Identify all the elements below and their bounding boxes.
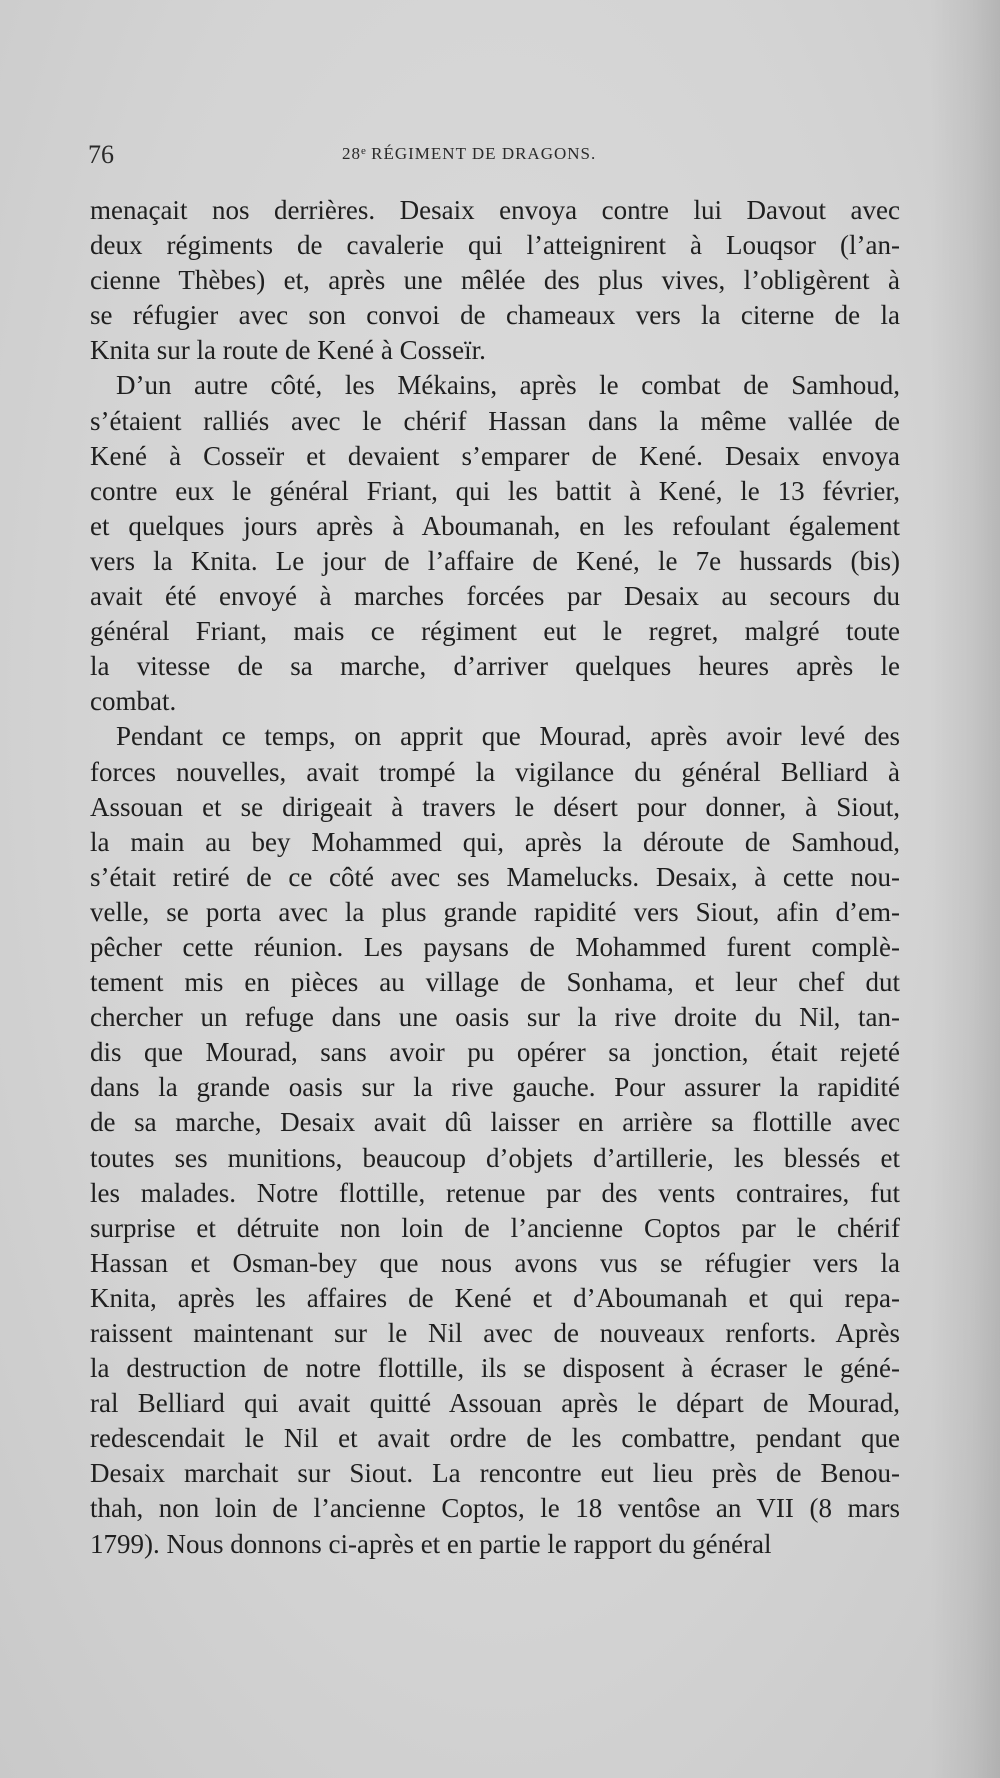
text-line: velle, se porta avec la plus grande rapidité vers Siout, afin d’em- [90,896,900,927]
text-line: 1799). Nous donnons ci-après et en partie le rapport du général [90,1528,772,1559]
text-line: avait été envoyé à marches forcées par Desaix au secours du [90,581,900,612]
text-line: forces nouvelles, avait trompé la vigilance du général Belliard à [90,756,900,787]
text-line: vers la Knita. Le jour de l’affaire de Kené, le 7e hussards (bis) [90,545,900,576]
text-line: contre eux le général Friant, qui les battit à Kené, le 13 février, [90,475,900,506]
text-line: Knita sur la route de Kené à Cosseïr. [90,335,486,366]
page-gutter-shadow [930,0,1000,1778]
text-line: s’était retiré de ce côté avec ses Mamelucks. Desaix, à cette nou- [90,861,900,892]
running-head-title: RÉGIMENT DE DRAGONS. [365,144,597,163]
text-line: menaçait nos derrières. Desaix envoya contre lui Davout avec [90,195,900,225]
text-line: toutes ses munitions, beaucoup d’objets d’artillerie, les blessés et [90,1142,900,1173]
text-line: la vitesse de sa marche, d’arriver quelques heures après le [90,651,900,682]
text-line: de sa marche, Desaix avait dû laisser en arrière sa flottille avec [90,1107,900,1138]
text-line: surprise et détruite non loin de l’ancienne Coptos par le chérif [90,1212,900,1243]
text-line: raissent maintenant sur le Nil avec de nouveaux renforts. Après [90,1318,900,1348]
text-line: Desaix marchait sur Siout. La rencontre eut lieu près de Benou- [90,1458,900,1489]
text-line: la destruction de notre flottille, ils se disposent à écraser le géné- [90,1353,900,1384]
text-line: Hassan et Osman-bey que nous avons vus se réfugier vers la [90,1247,900,1278]
text-line: et quelques jours après à Aboumanah, en les refoulant également [90,510,900,541]
paragraph [90,193,900,368]
text-line: dis que Mourad, sans avoir pu opérer sa jonction, était rejeté [90,1037,900,1068]
text-line: s’étaient ralliés avec le chérif Hassan dans la même vallée de [90,405,900,436]
text-line: les malades. Notre flottille, retenue par des vents contraires, fut [90,1177,900,1208]
text-line: chercher un refuge dans une oasis sur la rive droite du Nil, tan- [90,1002,900,1033]
text-line: la main au bey Mohammed qui, après la déroute de Samhoud, [90,826,900,857]
page-number: 76 [88,140,114,169]
running-head-number: 28 [342,144,361,163]
text-line: général Friant, mais ce régiment eut le regret, malgré toute [90,616,900,647]
text-line: Kené à Cosseïr et devaient s’emparer de Kené. Desaix envoya [90,440,900,471]
text-line: deux régiments de cavalerie qui l’atteignirent à Louqsor (l’an- [90,230,900,261]
text-line: ral Belliard qui avait quitté Assouan après le départ de Mourad, [90,1388,900,1419]
text-line: Assouan et se dirigeait à travers le désert pour donner, à Siout, [90,791,900,822]
text-line: pêcher cette réunion. Les paysans de Mohammed furent complè- [90,931,900,962]
text-line: D’un autre côté, les Mékains, après le combat de Samhoud, [116,370,900,401]
text-line: dans la grande oasis sur la rive gauche. Pour assurer la rapidité [90,1072,900,1103]
paragraph [90,368,900,719]
text-line: cienne Thèbes) et, après une mêlée des plus vives, l’obligèrent à [90,265,900,296]
text-line: redescendait le Nil et avait ordre de les combattre, pendant que [90,1423,900,1454]
text-line: Pendant ce temps, on apprit que Mourad, après avoir levé des [116,721,900,752]
body-text [90,193,900,1562]
text-line: Knita, après les affaires de Kené et d’Aboumanah et qui repa- [90,1282,900,1313]
text-line: thah, non loin de l’ancienne Coptos, le 18 ventôse an VII (8 mars [90,1493,900,1524]
page-header [88,140,888,170]
text-line: se réfugier avec son convoi de chameaux vers la citerne de la [90,300,900,331]
paragraph [90,719,900,1561]
text-line: combat. [90,686,177,717]
text-line: tement mis en pièces au village de Sonhama, et leur chef dut [90,967,900,998]
running-head-superscript: e [361,145,366,157]
running-head [342,144,596,164]
